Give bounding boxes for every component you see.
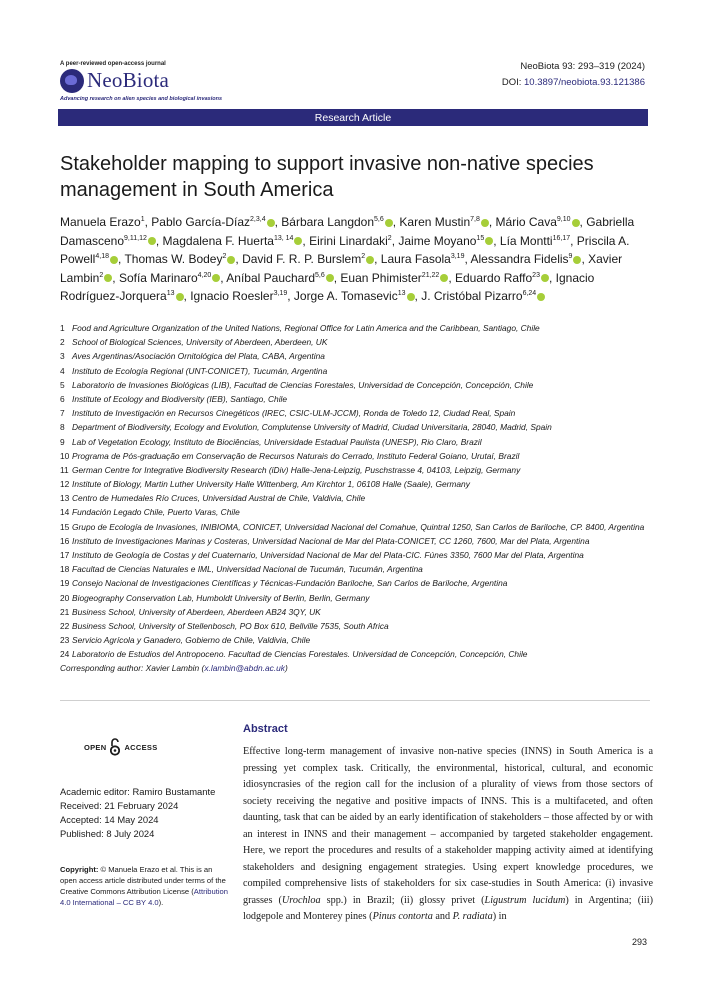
affiliation-text: Laboratorio de Estudios del Antropoceno. Facultad de Ciencias Forestales. Universidad de Concepción, Concepción, Chile — [72, 649, 528, 660]
doi-link[interactable]: 10.3897/neobiota.93.121386 — [524, 77, 645, 88]
author[interactable] — [500, 234, 577, 248]
affiliation-number: 24 — [60, 649, 70, 660]
author-affiliation-sup: 13, 14 — [273, 234, 294, 242]
author-separator: , — [374, 252, 381, 266]
affiliation-number: 12 — [60, 479, 70, 490]
author-name: Bárbara Langdon — [281, 215, 375, 229]
affiliation-number: 3 — [60, 351, 65, 362]
species-name: P. radiata — [452, 911, 493, 922]
page-number: 293 — [631, 937, 647, 947]
affiliation-text: Grupo de Ecología de Invasiones, INIBIOMA, CONICET, Universidad Nacional del Comahue, Quintral 1250, San Carlos de Bariloche, CP. 8400, Argentina — [72, 521, 645, 532]
author-affiliation-sup: 21,22 — [421, 271, 440, 279]
author-separator: , — [391, 233, 399, 248]
author[interactable] — [124, 252, 242, 266]
author-affiliation-sup: 9,11,12 — [124, 234, 147, 242]
species-name: Urochloa — [281, 894, 321, 906]
author-affiliation-sup: 6,24 — [522, 290, 537, 297]
author-name: Priscila A. Powell — [60, 233, 630, 266]
affiliation — [60, 420, 660, 434]
orcid-icon[interactable] — [385, 219, 393, 227]
author-affiliation-sup: 2,3,4 — [250, 216, 266, 223]
author-name: Karen Mustin — [399, 215, 471, 229]
affiliation-text: Department of Biodiversity, Ecology and Evolution, Complutense University of Madrid, Ciudad Universitaria, 28040, Madrid, Spain — [72, 422, 552, 433]
author-affiliation-sup: 4,20 — [197, 271, 212, 279]
affiliation — [60, 576, 660, 590]
author-name: Euan Phimister — [340, 270, 422, 285]
published-value: 8 July 2024 — [106, 828, 155, 839]
author-name: Eduardo Raffo — [455, 270, 533, 285]
author-name: Manuela Erazo — [60, 215, 141, 229]
journal-logo[interactable] — [60, 68, 169, 93]
author[interactable] — [398, 234, 500, 248]
author-name: Lía Montti — [499, 233, 553, 248]
affiliation-text: Business School, University of Aberdeen, Aberdeen AB24 3QY, UK — [72, 606, 321, 617]
affiliation — [60, 378, 660, 392]
abstract-part: ) in — [492, 911, 507, 922]
affiliation-text: Food and Agriculture Organization of the United Nations, Regional Office for Latin America and the Caribbean, Santiago, Chile — [72, 323, 540, 333]
affiliation — [60, 548, 660, 562]
affiliation — [60, 435, 660, 449]
copyright-label: Copyright: — [60, 865, 99, 874]
author-affiliation-sup: 3,19 — [450, 253, 465, 260]
affiliation-number: 9 — [60, 436, 65, 447]
author[interactable] — [399, 215, 495, 229]
affiliation-number: 15 — [60, 521, 70, 532]
affiliation-number: 13 — [60, 493, 70, 504]
affiliation-number: 23 — [60, 635, 70, 646]
neobiota-logo-icon — [60, 69, 84, 93]
affiliation-number: 20 — [60, 592, 70, 603]
affiliation — [60, 406, 660, 420]
species-name: Pinus contorta — [372, 911, 433, 922]
author-name: Magdalena F. Huerta — [162, 233, 274, 248]
published-label: Published: — [60, 828, 104, 839]
affiliation-text: Instituto de Ecología Regional (UNT-CONICET), Tucumán, Argentina — [72, 365, 328, 376]
orcid-icon[interactable] — [572, 219, 580, 227]
accepted-label: Accepted: — [60, 814, 102, 825]
author[interactable] — [60, 215, 151, 229]
corresponding-email-link[interactable]: x.lambin@abdn.ac.uk — [204, 663, 285, 673]
affiliation — [60, 619, 660, 633]
author-name: Aníbal Pauchard — [226, 270, 316, 285]
author[interactable] — [470, 252, 588, 266]
author-name: Mário Cava — [495, 215, 557, 229]
affiliation-text: Institute of Biology, Martin Luther University Halle Wittenberg, Am Kirchtor 1, 06108 Halle (Saale), Germany — [72, 479, 470, 490]
affiliation — [60, 491, 660, 505]
affiliation-text: Biogeography Conservation Lab, Humboldt University of Berlin, Berlin, Germany — [72, 592, 370, 603]
author-name: Gabriella Damasceno — [60, 215, 635, 248]
received-label: Received: — [60, 800, 102, 811]
author-affiliation-sup: 2 — [387, 234, 392, 242]
affiliation-text: Programa de Pós-graduação em Conservação de Recursos Naturais do Cerrado, Instituto Federal Goiano, Urutaí, Brazil — [72, 450, 520, 461]
author-affiliation-sup: 15 — [476, 234, 485, 242]
orcid-icon[interactable] — [537, 293, 545, 301]
orcid-icon[interactable] — [407, 293, 415, 301]
author-separator: , — [488, 215, 496, 229]
abstract-text — [243, 744, 653, 926]
article-type: Research Article — [314, 111, 392, 124]
author-name: Xavier Lambin — [60, 252, 623, 285]
accepted-date — [60, 813, 215, 827]
author[interactable] — [309, 234, 398, 248]
orcid-icon[interactable] — [541, 274, 549, 282]
author-affiliation-sup: 3,19 — [273, 290, 288, 297]
affiliation-text: Lab of Vegetation Ecology, Instituto de Biociências, Universidade Estadual Paulista (UNESP), Rio Claro, Brazil — [72, 436, 482, 447]
author-affiliation-sup: 16,17 — [552, 234, 571, 242]
author[interactable] — [281, 215, 399, 229]
author-name: Sofía Marinaro — [118, 270, 198, 285]
affiliation-number: 7 — [60, 408, 65, 419]
affiliation-text: Institute of Ecology and Biodiversity (IEB), Santiago, Chile — [72, 393, 288, 404]
affiliation-number: 11 — [60, 464, 69, 475]
author-name: David F. R. P. Burslem — [242, 252, 362, 266]
affiliation — [60, 449, 660, 463]
journal-name: NeoBiota — [87, 68, 170, 92]
author-affiliation-sup: 2 — [99, 271, 104, 279]
author[interactable] — [496, 215, 587, 229]
divider — [60, 700, 650, 701]
orcid-icon[interactable] — [176, 293, 184, 301]
author-separator: , — [183, 289, 191, 303]
affiliation — [60, 477, 660, 491]
author-name: Eirini Linardaki — [309, 233, 388, 248]
affiliation-number: 2 — [60, 337, 65, 348]
author-name: Pablo García-Díaz — [151, 215, 251, 229]
affiliation — [60, 335, 660, 349]
affiliation — [60, 392, 660, 406]
affiliation — [60, 520, 660, 534]
author-affiliation-sup: 4,18 — [95, 253, 109, 260]
published-date — [60, 827, 215, 841]
affiliation-text: School of Biological Sciences, University of Aberdeen, Aberdeen, UK — [72, 337, 328, 348]
author[interactable] — [226, 271, 340, 285]
affiliation-number: 6 — [60, 393, 65, 404]
author-affiliation-sup: 7,8 — [470, 216, 480, 223]
abstract-part: and — [432, 911, 453, 922]
orcid-icon[interactable] — [110, 256, 118, 264]
copyright-notice — [60, 864, 230, 908]
author-affiliation-sup: 1 — [140, 216, 145, 223]
author-separator: , — [235, 252, 243, 266]
author-affiliation-sup: 9 — [568, 253, 573, 260]
orcid-icon[interactable] — [267, 219, 275, 227]
corresponding-close: ) — [285, 663, 288, 673]
affiliation-text: German Centre for Integrative Biodiversity Research (iDiv) Halle-Jena-Leipzig, Puschstrasse 4, 04103, Leipzig, Germany — [72, 464, 521, 475]
citation-block — [502, 59, 645, 91]
orcid-icon[interactable] — [148, 237, 156, 245]
author-name: Jorge A. Tomasevic — [293, 289, 398, 303]
orcid-icon[interactable] — [481, 219, 489, 227]
author-separator: , — [117, 252, 125, 266]
doi-label: DOI: — [501, 77, 522, 88]
author[interactable] — [421, 289, 545, 303]
author-separator: , — [333, 270, 341, 285]
author-separator: , — [220, 270, 227, 285]
abstract-part: Effective long-term management of invasive non-native species (INNS) in South America is a pressing yet complex task. Critically, the environmental, historical, cultural, and economic idiosyncrasies of the region call for the inclusion of a plurality of views from those sectors of society receiving the negative and positive impacts of INNS. This is a multifaceted, and often daunting, task that can be aided by an early identification of stakeholders – those affected by or with an interest in INNS and their management – accompanied by targeted stakeholder engagement. Here, we report the procedures and results of a stakeholder mapping activity aimed at identifying stakeholders and designing engagement strategies. Using expert knowledge procedures, we compiled comprehensive lists of stakeholders for six case-studies in South America: (i) invasive grasses ( — [243, 746, 653, 906]
article-title: Stakeholder mapping to support invasive non-native species management in South America — [60, 153, 594, 201]
author-affiliation-sup: 23 — [532, 271, 540, 279]
author-separator: , — [548, 270, 556, 285]
affiliation-text: Instituto de Investigaciones Marinas y Costeras, Universidad Nacional de Mar del Plata-CONICET, CC 1260, 7600, Mar del Plata, Argentina — [72, 535, 590, 546]
affiliation-number: 10 — [60, 450, 70, 461]
affiliation-number: 4 — [60, 365, 65, 376]
editor-name: Ramiro Bustamante — [132, 786, 216, 797]
author-separator: , — [392, 215, 400, 229]
author[interactable] — [455, 271, 556, 285]
abstract-part: spp.) in Brazil; (ii) glossy privet ( — [320, 894, 485, 906]
license-link[interactable]: Attribution 4.0 International – CC BY 4.0 — [60, 887, 228, 907]
copyright-text: © Manuela Erazo et al. This is an open access article distributed under terms of the Creative Commons Attribution License ( — [60, 865, 226, 896]
author-separator: , — [493, 233, 500, 248]
abstract-part: ) in Argentina; (iii) lodgepole and Monterey pines ( — [243, 894, 653, 922]
author-separator: , — [448, 270, 455, 285]
author-affiliation-sup: 2 — [222, 253, 227, 260]
affiliation-text: Fundación Legado Chile, Puerto Varas, Chile — [72, 507, 240, 518]
affiliation-number: 18 — [60, 564, 70, 575]
author[interactable] — [381, 252, 471, 266]
article-type-bar — [58, 109, 648, 126]
author[interactable] — [294, 289, 421, 303]
affiliation-text: Instituto de Geología de Costas y del Cuaternario, Universidad Nacional de Mar del Plata-CIC. Fúnes 3350, 7600 Mar del Plata, Argentina — [72, 550, 584, 560]
author-separator: , — [144, 215, 152, 229]
affiliation-text: Laboratorio de Invasiones Biológicas (LIB), Facultad de Ciencias Forestales, Universidad de Concepción, Concepción, Chile — [72, 379, 534, 390]
affiliation — [60, 505, 660, 519]
affiliation-text: Aves Argentinas/Asociación Ornitológica del Plata, CABA, Argentina — [72, 351, 325, 362]
author[interactable] — [119, 271, 226, 285]
author-separator: , — [302, 233, 310, 248]
corresponding-author — [60, 663, 288, 673]
author-affiliation-sup: 13 — [166, 290, 175, 297]
author-name: Ignacio Rodríguez-Jorquera — [60, 270, 595, 303]
affiliation — [60, 534, 660, 548]
affiliation-number: 5 — [60, 379, 65, 390]
affiliation-number: 21 — [60, 606, 70, 617]
affiliation-number: 22 — [60, 620, 70, 631]
affiliation-text: Consejo Nacional de Investigaciones Científicas y Técnicas-Fundación Bariloche, San Carlos de Bariloche, Argentina — [72, 578, 508, 589]
author-separator: , — [464, 252, 471, 266]
author-affiliation-sup: 2 — [361, 253, 366, 260]
abstract-heading: Abstract — [243, 723, 288, 735]
affiliation-text: Facultad de Ciencias Naturales e IML, Universidad Nacional de Tucumán, Tucumán, Argentina — [72, 564, 423, 575]
author[interactable] — [151, 215, 281, 229]
author-separator: , — [581, 252, 589, 266]
corresponding-label: Corresponding author: Xavier Lambin ( — [60, 663, 205, 673]
academic-editor — [60, 785, 215, 799]
author-affiliation-sup: 13 — [397, 290, 406, 297]
editor-label: Academic editor: — [60, 786, 130, 797]
affiliation — [60, 647, 660, 661]
citation: NeoBiota 93: 293–319 (2024) — [520, 61, 645, 72]
open-access-badge[interactable] — [84, 737, 158, 757]
author-name: Alessandra Fidelis — [470, 252, 569, 266]
affiliation — [60, 463, 660, 477]
affiliation — [60, 349, 660, 363]
author[interactable] — [340, 271, 455, 285]
species-name: Ligustrum lucidum — [484, 894, 566, 906]
affiliation-number: 8 — [60, 422, 65, 433]
author-separator: , — [287, 289, 294, 303]
author-name: Ignacio Roesler — [190, 289, 274, 303]
affiliation — [60, 605, 660, 619]
affiliation-text: Servicio Agrícola y Ganadero, Gobierno de Chile, Valdivia, Chile — [72, 635, 311, 646]
affiliation — [60, 562, 660, 576]
accepted-value: 14 May 2024 — [104, 814, 159, 825]
affiliation-list — [60, 321, 660, 662]
author-separator: , — [414, 289, 422, 303]
affiliation-text: Centro de Humedales Río Cruces, Universidad Austral de Chile, Valdivia, Chile — [72, 493, 366, 504]
affiliation-number: 1 — [60, 323, 65, 333]
author-affiliation-sup: 9,10 — [556, 216, 571, 223]
author[interactable] — [242, 252, 381, 266]
author-name: Jaime Moyano — [398, 233, 477, 248]
copyright-end: ). — [158, 898, 164, 907]
received-value: 21 February 2024 — [104, 800, 179, 811]
received-date — [60, 799, 215, 813]
author-separator: , — [112, 270, 119, 285]
affiliation-text: Business School, University of Stellenbosch, PO Box 610, Bellville 7535, South Africa — [72, 620, 389, 631]
author-list — [60, 212, 650, 305]
affiliation-number: 16 — [60, 535, 70, 546]
author-name: J. Cristóbal Pizarro — [421, 289, 523, 303]
open-access-left: OPEN — [84, 742, 107, 752]
journal-tagline: Advancing research on alien species and biological invasions — [60, 96, 222, 102]
affiliation-text: Instituto de Investigación en Recursos Cinegéticos (IREC, CSIC-ULM-JCCM), Ronda de Toledo 12, Ciudad Real, Spain — [72, 408, 516, 419]
editorial-info — [60, 785, 215, 841]
affiliation — [60, 321, 660, 335]
affiliation — [60, 364, 660, 378]
journal-tagline-top: A peer-reviewed open-access journal — [60, 61, 166, 67]
affiliation-number: 14 — [60, 507, 70, 518]
author-name: Thomas W. Bodey — [124, 252, 223, 266]
orcid-icon[interactable] — [326, 274, 334, 282]
orcid-icon[interactable] — [366, 256, 374, 264]
doi-line — [502, 75, 645, 91]
author-separator: , — [570, 233, 577, 248]
author[interactable] — [163, 234, 310, 248]
affiliation-number: 17 — [60, 550, 70, 560]
author-name: Laura Fasola — [380, 252, 451, 266]
author[interactable] — [190, 289, 294, 303]
author-separator: , — [155, 233, 163, 248]
affiliation-number: 19 — [60, 578, 70, 589]
author-separator: , — [274, 215, 282, 229]
affiliation — [60, 633, 660, 647]
author-affiliation-sup: 5,6 — [374, 216, 384, 223]
author-separator: , — [579, 215, 587, 229]
author-affiliation-sup: 5,6 — [315, 271, 325, 279]
open-access-lock-icon — [110, 737, 120, 757]
affiliation — [60, 591, 660, 605]
open-access-right: ACCESS — [124, 742, 158, 752]
